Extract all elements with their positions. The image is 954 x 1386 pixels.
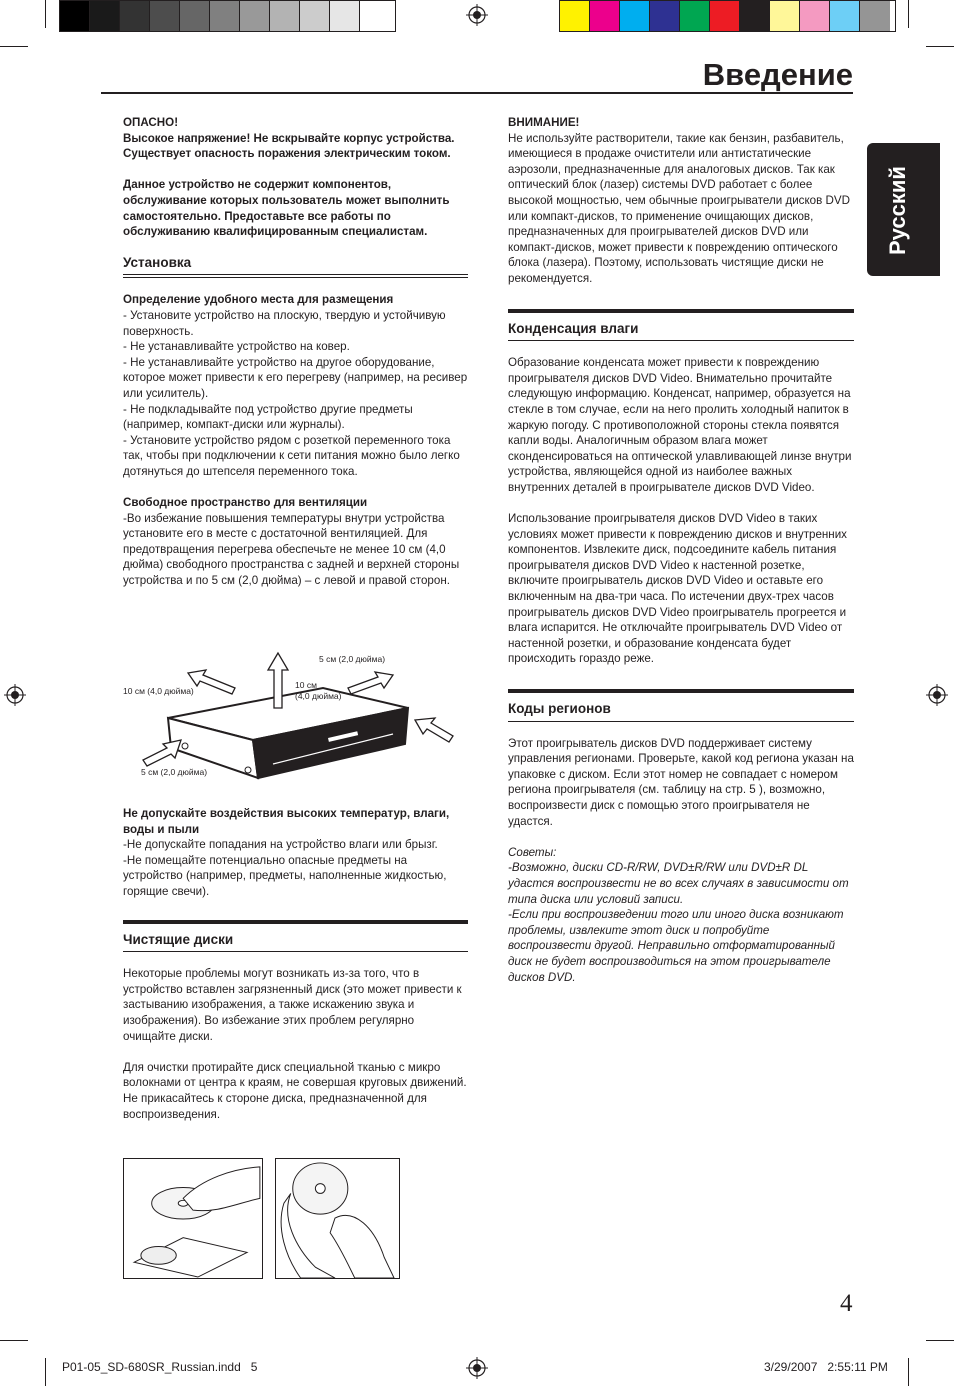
language-tab: [867, 143, 940, 276]
cleaning-text-2: Для очистки протирайте диск специальной тканью с микро волокнами от центра к краям, не совершая круговых движений. Не прикасайтесь к стороне диска, предназначенной для воспроизведения.: [123, 1060, 467, 1121]
color-swatch: [360, 1, 390, 31]
clearance-label-left: 10 см (4,0 дюйма): [123, 686, 194, 696]
color-swatch: [830, 1, 860, 31]
clearance-label-top-right: 5 см (2,0 дюйма): [319, 654, 386, 664]
danger-text-2: Данное устройство не содержит компонентов, обслуживание которых пользователь может выполнить самостоятельно. Предоставьте все работы по обслуживанию квалифицированным специалистам.: [123, 178, 450, 239]
color-swatch: [620, 1, 650, 31]
placement-heading: Определение удобного места для размещения: [123, 293, 394, 307]
caution-text: Не используйте растворители, такие как бензин, разбавитель, имеющиеся в продаже очистители или антистатические аэрозоли, предназначенные для аналоговых дисков. Так как оптический блок (лазер) системы DVD работает с более высокой мощностью, чем обычные проигрыватели дисков DVD или компакт-дисков, то применение очищающих дисков, предназначенных для проигрывателей дисков DVD или компакт-дисков, может привести к повреждению оптического блока (лазера). Поэтому, использовать чистящие диски не рекомендуется.: [508, 131, 850, 285]
disc-wiping-illustration: [275, 1158, 400, 1279]
color-calibration-bar: [559, 0, 896, 32]
registration-mark-icon: [466, 1357, 488, 1379]
ventilation-heading: Свободное пространство для вентиляции: [123, 496, 368, 510]
heat-line: -Не допускайте попадания на устройство влаги или брызг.: [123, 838, 438, 852]
registration-mark-icon: [466, 4, 488, 26]
color-swatch: [710, 1, 740, 31]
color-swatch: [60, 1, 90, 31]
section-rule: [508, 340, 854, 341]
condensation-text-2: Использование проигрывателя дисков DVD Video в таких условиях может привести к повреждению дисков и внутренних компонентов. Извлеките диск, подсоедините кабель питания проигрывателя дисков DVD Video к настенной розетке, включите проигрыватель дисков DVD Video и оставьте его включенным на два-три часа. По истечении двух-трех часов проигрыватель дисков DVD Video проигрыватель прогреется и влага испарится. Не отключайте проигрыватель DVD Video от настенной розетки, и образование конденсата будет происходить гораздо реже.: [508, 512, 847, 666]
disc-tray-illustration: [123, 1158, 263, 1279]
footer-datetime: 3/29/2007 2:55:11 PM: [764, 1360, 888, 1374]
placement-line: - Не устанавливайте устройство на ковер.: [123, 340, 350, 354]
page-number: 4: [840, 1290, 853, 1317]
color-swatch: [330, 1, 360, 31]
color-swatch: [120, 1, 150, 31]
section-heading: Коды регионов: [508, 701, 611, 716]
left-column-lower: [123, 806, 468, 1122]
placement-line: - Установите устройство на плоскую, твердую и устойчивую поверхность.: [123, 308, 446, 338]
color-swatch: [210, 1, 240, 31]
section-heading: Установка: [123, 254, 192, 270]
cleaning-text: Некоторые проблемы могут возникать из-за того, что в устройство вставлен загрязненный диск (это может привести к застыванию изображения, а также искажению звука и изображения). Во избежание этих проблем регулярно очищайте диски.: [123, 967, 462, 1043]
danger-text: Высокое напряжение! Не вскрывайте корпус устройства. Существует опасность поражения электрическим током.: [123, 131, 455, 161]
registration-mark-icon: [926, 684, 948, 706]
color-swatch: [180, 1, 210, 31]
region-text: Этот проигрыватель дисков DVD поддерживает систему управления регионами. Проверьте, какой код региона указан на упаковке с диском. Если этот номер не совпадает с номером региона проигрывателя (см. таблицу на стр. 5 ), возможно, воспроизвести диск с помощью этого проигрывателя не удастся.: [508, 736, 854, 828]
trim-mark: [45, 1358, 46, 1386]
caution-heading: ВНИМАНИЕ!: [508, 116, 580, 129]
section-condensation: [508, 309, 854, 342]
color-swatch: [860, 1, 890, 31]
tips-heading: Советы:: [508, 845, 557, 859]
clearance-label-top: 10 см: [295, 680, 317, 690]
section-rule: [508, 309, 854, 313]
footer-filename: P01-05_SD-680SR_Russian.indd 5: [62, 1360, 258, 1374]
language-tab-label: Русский: [885, 166, 910, 255]
color-swatch: [90, 1, 120, 31]
trim-mark: [926, 1340, 954, 1341]
color-swatch: [770, 1, 800, 31]
ventilation-text: -Во избежание повышения температуры внутри устройства установите его в месте с достаточной вентиляцией. Для предотвращения перегрева обеспечьте не менее 10 см (4,0 дюйма) свободного пространства с задней и верхней стороны устройства и по 5 см (2,0 дюйма) – с левой и правой сторон.: [123, 511, 460, 588]
color-swatch: [650, 1, 680, 31]
color-swatch: [560, 1, 590, 31]
section-rule: [123, 951, 468, 952]
right-column: [508, 115, 854, 985]
gray-calibration-bar: [59, 0, 396, 32]
placement-line: - Не подкладывайте под устройство другие предметы (например, компакт-диски или журналы).: [123, 402, 413, 432]
color-swatch: [740, 1, 770, 31]
color-swatch: [240, 1, 270, 31]
section-rule: [508, 721, 854, 722]
color-swatch: [150, 1, 180, 31]
color-swatch: [590, 1, 620, 31]
placement-line: - Не устанавливайте устройство на другое оборудование, которое может привести к его перегреву (например, на ресивер или усилитель).: [123, 355, 468, 400]
color-swatch: [300, 1, 330, 31]
clearance-label-bottom: 5 см (2,0 дюйма): [141, 767, 208, 777]
danger-heading: ОПАСНО!: [123, 116, 179, 129]
color-swatch: [270, 1, 300, 31]
trim-mark: [908, 1358, 909, 1386]
trim-mark: [45, 0, 46, 28]
trim-mark: [908, 0, 909, 28]
condensation-text: Образование конденсата может привести к повреждению проигрывателя дисков DVD Video. Внимательно прочитайте следующую информацию. Конденсат, например, образуется на стекле в том случае, если на него пролить холодный напиток в жаркую погоду. С противоположной стороны стекла появятся капли воды. Аналогичным образом влага может сконденсироваться на оптической улавливающей линзе внутри устройства, являющейся одной из наиболее важных внутренних деталей в проигрывателе дисков DVD Video.: [508, 356, 852, 494]
heat-heading: Не допускайте воздействия высоких температур, влаги, воды и пыли: [123, 807, 450, 836]
clearance-label-top-unit: (4,0 дюйма): [295, 691, 342, 701]
registration-mark-icon: [4, 684, 26, 706]
trim-mark: [0, 46, 28, 47]
heat-line: -Не помещайте потенциально опасные предметы на устройство (например, предметы, наполненные жидкостью, горящие свечи).: [123, 853, 447, 898]
left-column: [123, 115, 468, 589]
color-swatch: [800, 1, 830, 31]
tip-line: -Возможно, диски CD-R/RW, DVD±R/RW или DVD±R DL удастся воспроизвести не во всех случаях в зависимости от типа диска или условий записи.: [508, 861, 849, 906]
section-rule: [123, 274, 468, 275]
section-rule: [123, 277, 468, 278]
section-region: [508, 689, 854, 722]
section-cleaning: [123, 920, 468, 953]
ventilation-diagram: [123, 648, 463, 788]
trim-mark: [0, 1340, 28, 1341]
title-rule: [101, 92, 853, 94]
page-title: Введение: [702, 57, 853, 92]
section-rule: [508, 689, 854, 693]
section-rule: [123, 920, 468, 924]
section-heading: Чистящие диски: [123, 931, 234, 947]
tip-line: -Если при воспроизведении того или иного диска возникают проблемы, извлеките этот диск и попробуйте воспроизвести другой. Неправильно отформатированный диск не будет воспроизводиться на этом проигрывателе дисков DVD.: [508, 908, 844, 984]
trim-mark: [926, 46, 954, 47]
color-swatch: [680, 1, 710, 31]
section-heading: Конденсация влаги: [508, 320, 639, 336]
section-install: [123, 255, 468, 279]
placement-line: - Установите устройство рядом с розеткой переменного тока так, чтобы при подключении к сети питания можно было легко дотянуться до штепселя переменного тока.: [123, 433, 460, 478]
